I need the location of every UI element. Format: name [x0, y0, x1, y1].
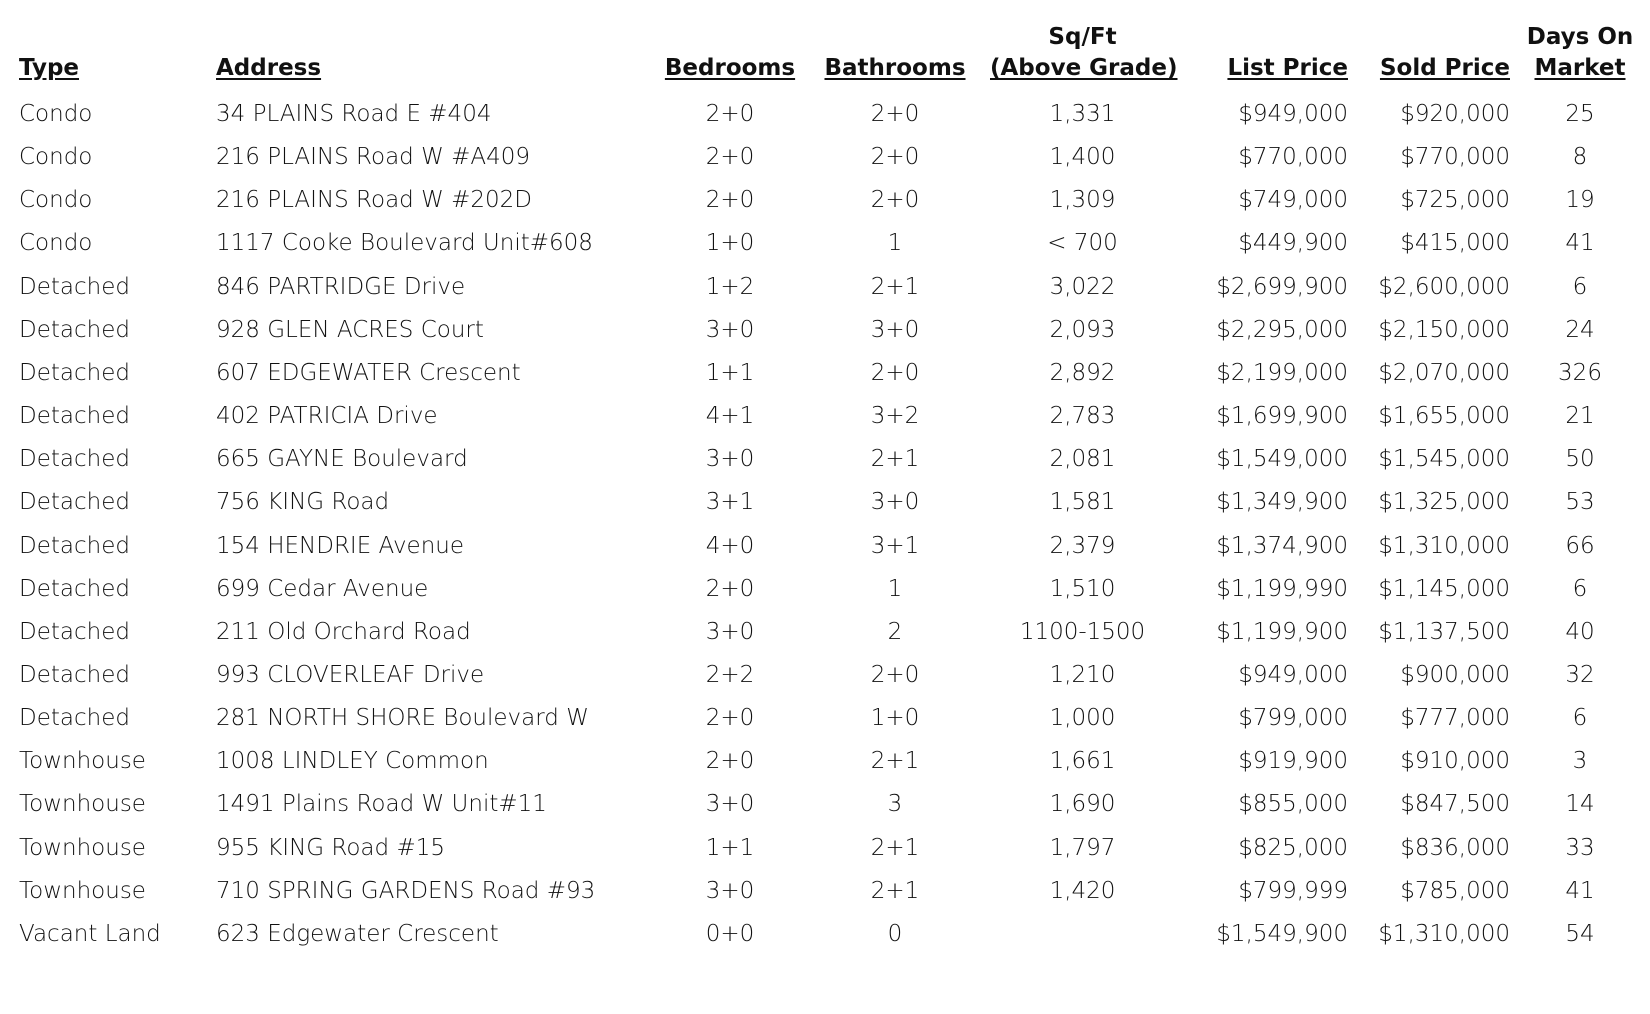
cell-bathrooms: 2 [887, 618, 903, 645]
cell-type: Detached [19, 532, 130, 559]
cell-days-on-market: 50 [1565, 446, 1595, 473]
cell-sqft: < 700 [1047, 230, 1118, 257]
cell-list-price: $1,549,000 [1216, 446, 1348, 473]
cell-days-on-market: 6 [1572, 575, 1588, 602]
header-address: Address [216, 55, 322, 81]
cell-sold-price: $836,000 [1400, 834, 1510, 861]
cell-sqft: 1,000 [1049, 705, 1116, 732]
cell-type: Detached [19, 359, 130, 386]
cell-bedrooms: 0+0 [705, 920, 755, 947]
cell-bathrooms: 3+0 [870, 489, 920, 516]
cell-sqft: 2,093 [1049, 316, 1116, 343]
cell-list-price: $770,000 [1238, 144, 1348, 171]
cell-sqft: 2,783 [1049, 403, 1116, 430]
cell-list-price: $2,199,000 [1216, 359, 1348, 386]
table-row [0, 178, 1650, 224]
cell-days-on-market: 66 [1565, 532, 1595, 559]
cell-sqft: 3,022 [1049, 273, 1116, 300]
header-sqft-line1: Sq/Ft [1048, 24, 1117, 50]
cell-bathrooms: 2+0 [870, 101, 920, 127]
cell-list-price: $949,000 [1238, 661, 1348, 688]
table-row [0, 739, 1650, 785]
cell-bedrooms: 2+0 [705, 187, 755, 214]
cell-type: Townhouse [19, 877, 146, 904]
cell-sqft: 1,581 [1049, 489, 1116, 516]
cell-sold-price: $1,310,000 [1378, 920, 1510, 947]
cell-sold-price: $2,150,000 [1378, 316, 1510, 343]
cell-sold-price: $1,310,000 [1378, 532, 1510, 559]
cell-bathrooms: 2+1 [870, 446, 920, 473]
table-row [0, 696, 1650, 742]
cell-address: 665 GAYNE Boulevard [216, 446, 468, 473]
cell-type: Detached [19, 446, 130, 473]
cell-sqft: 1,400 [1049, 144, 1116, 171]
cell-list-price: $1,374,900 [1216, 532, 1348, 559]
cell-sqft: 2,892 [1049, 359, 1116, 386]
table-row [0, 394, 1650, 440]
cell-list-price: $799,000 [1238, 705, 1348, 732]
cell-type: Detached [19, 661, 130, 688]
header-days-line1: Days On [1526, 24, 1634, 50]
cell-address: 607 EDGEWATER Crescent [216, 359, 521, 386]
table-row [0, 524, 1650, 570]
cell-sold-price: $1,655,000 [1378, 403, 1510, 430]
cell-bedrooms: 3+0 [705, 877, 755, 904]
cell-bathrooms: 2+0 [870, 187, 920, 214]
cell-days-on-market: 41 [1565, 877, 1595, 904]
cell-sqft: 1,331 [1049, 101, 1116, 127]
cell-sold-price: $1,545,000 [1378, 446, 1510, 473]
cell-bathrooms: 2+1 [870, 273, 920, 300]
cell-list-price: $855,000 [1238, 791, 1348, 818]
cell-type: Condo [19, 144, 93, 171]
cell-address: 699 Cedar Avenue [216, 575, 429, 602]
cell-list-price: $825,000 [1238, 834, 1348, 861]
cell-bedrooms: 3+1 [705, 489, 755, 516]
cell-type: Detached [19, 489, 130, 516]
cell-address: 710 SPRING GARDENS Road #93 [216, 877, 596, 904]
cell-days-on-market: 8 [1572, 144, 1588, 171]
cell-sqft: 1100-1500 [1019, 618, 1146, 645]
cell-days-on-market: 54 [1565, 920, 1595, 947]
cell-sold-price: $1,137,500 [1378, 618, 1510, 645]
table-row [0, 826, 1650, 872]
cell-address: 34 PLAINS Road E #404 [216, 101, 492, 127]
cell-bathrooms: 3 [887, 791, 903, 818]
cell-bathrooms: 3+0 [870, 316, 920, 343]
cell-days-on-market: 3 [1572, 748, 1588, 775]
table-row [0, 135, 1650, 181]
cell-bathrooms: 3+2 [870, 403, 920, 430]
cell-type: Condo [19, 187, 93, 214]
cell-bedrooms: 2+0 [705, 101, 755, 127]
cell-bedrooms: 3+0 [705, 446, 755, 473]
cell-address: 402 PATRICIA Drive [216, 403, 438, 430]
cell-address: 928 GLEN ACRES Court [216, 316, 484, 343]
table-row [0, 912, 1650, 958]
cell-sqft: 1,797 [1049, 834, 1116, 861]
cell-address: 1008 LINDLEY Common [216, 748, 489, 775]
cell-days-on-market: 40 [1565, 618, 1595, 645]
header-bedrooms: Bedrooms [664, 55, 796, 81]
cell-bedrooms: 1+1 [705, 359, 755, 386]
cell-sqft: 2,379 [1049, 532, 1116, 559]
cell-bedrooms: 1+0 [705, 230, 755, 257]
cell-sold-price: $1,325,000 [1378, 489, 1510, 516]
cell-sold-price: $725,000 [1400, 187, 1510, 214]
cell-address: 281 NORTH SHORE Boulevard W [216, 705, 589, 732]
header-sold-price: Sold Price [1379, 55, 1510, 81]
cell-bathrooms: 2+0 [870, 144, 920, 171]
header-days-line2: Market [1534, 55, 1626, 81]
cell-address: 154 HENDRIE Avenue [216, 532, 465, 559]
cell-type: Townhouse [19, 748, 146, 775]
cell-bathrooms: 1 [887, 230, 903, 257]
cell-days-on-market: 53 [1565, 489, 1595, 516]
cell-address: 216 PLAINS Road W #A409 [216, 144, 531, 171]
cell-days-on-market: 19 [1565, 187, 1595, 214]
cell-address: 216 PLAINS Road W #202D [216, 187, 533, 214]
table-row [0, 308, 1650, 354]
cell-type: Detached [19, 575, 130, 602]
cell-days-on-market: 33 [1565, 834, 1595, 861]
header-sqft-line2: (Above Grade) [990, 55, 1178, 81]
cell-sold-price: $847,500 [1400, 791, 1510, 818]
cell-type: Condo [19, 101, 93, 127]
cell-type: Condo [19, 230, 93, 257]
cell-bathrooms: 1 [887, 575, 903, 602]
cell-type: Detached [19, 618, 130, 645]
cell-address: 1117 Cooke Boulevard Unit#608 [216, 230, 593, 257]
cell-bathrooms: 2+1 [870, 748, 920, 775]
cell-bedrooms: 1+1 [705, 834, 755, 861]
cell-sold-price: $910,000 [1400, 748, 1510, 775]
cell-address: 756 KING Road [216, 489, 390, 516]
cell-sqft: 1,661 [1049, 748, 1116, 775]
cell-sqft: 1,690 [1049, 791, 1116, 818]
cell-bathrooms: 2+0 [870, 661, 920, 688]
table-row [0, 782, 1650, 828]
table-row [0, 567, 1650, 613]
cell-bathrooms: 2+1 [870, 877, 920, 904]
table-row [0, 92, 1650, 138]
cell-sqft: 1,510 [1049, 575, 1116, 602]
table-header-row [0, 18, 1650, 84]
cell-bedrooms: 2+0 [705, 144, 755, 171]
cell-address: 211 Old Orchard Road [216, 618, 471, 645]
cell-list-price: $1,699,900 [1216, 403, 1348, 430]
cell-days-on-market: 41 [1565, 230, 1595, 257]
cell-bathrooms: 3+1 [870, 532, 920, 559]
cell-days-on-market: 6 [1572, 273, 1588, 300]
header-type: Type [19, 55, 80, 81]
cell-bathrooms: 2+0 [870, 359, 920, 386]
header-sqft [990, 22, 1178, 84]
cell-bedrooms: 2+0 [705, 748, 755, 775]
cell-address: 955 KING Road #15 [216, 834, 445, 861]
cell-bedrooms: 2+0 [705, 705, 755, 732]
cell-list-price: $949,000 [1238, 101, 1348, 127]
cell-bathrooms: 2+1 [870, 834, 920, 861]
cell-sqft: 2,081 [1049, 446, 1116, 473]
cell-list-price: $1,349,900 [1216, 489, 1348, 516]
cell-list-price: $799,999 [1238, 877, 1348, 904]
cell-sold-price: $900,000 [1400, 661, 1510, 688]
cell-bedrooms: 2+0 [705, 575, 755, 602]
cell-type: Detached [19, 316, 130, 343]
cell-days-on-market: 25 [1565, 101, 1595, 127]
cell-sqft: 1,420 [1049, 877, 1116, 904]
cell-address: 993 CLOVERLEAF Drive [216, 661, 485, 688]
cell-list-price: $1,549,900 [1216, 920, 1348, 947]
cell-days-on-market: 14 [1565, 791, 1595, 818]
table-row [0, 265, 1650, 311]
cell-list-price: $1,199,900 [1216, 618, 1348, 645]
cell-address: 623 Edgewater Crescent [216, 920, 499, 947]
cell-sold-price: $415,000 [1400, 230, 1510, 257]
cell-days-on-market: 21 [1565, 403, 1595, 430]
header-bathrooms: Bathrooms [824, 55, 966, 81]
cell-bedrooms: 2+2 [705, 661, 755, 688]
cell-address: 1491 Plains Road W Unit#11 [216, 791, 547, 818]
cell-list-price: $919,900 [1238, 748, 1348, 775]
cell-type: Vacant Land [19, 920, 161, 947]
cell-sold-price: $770,000 [1400, 144, 1510, 171]
cell-bathrooms: 1+0 [870, 705, 920, 732]
cell-list-price: $1,199,990 [1216, 575, 1348, 602]
cell-sold-price: $777,000 [1400, 705, 1510, 732]
table-row [0, 221, 1650, 267]
cell-days-on-market: 24 [1565, 316, 1595, 343]
cell-sold-price: $920,000 [1400, 101, 1510, 127]
cell-address: 846 PARTRIDGE Drive [216, 273, 466, 300]
cell-sold-price: $785,000 [1400, 877, 1510, 904]
cell-bedrooms: 3+0 [705, 618, 755, 645]
cell-days-on-market: 6 [1572, 705, 1588, 732]
cell-type: Townhouse [19, 834, 146, 861]
cell-list-price: $749,000 [1238, 187, 1348, 214]
cell-bedrooms: 3+0 [705, 316, 755, 343]
cell-type: Detached [19, 273, 130, 300]
cell-sqft: 1,210 [1049, 661, 1116, 688]
cell-sqft: 1,309 [1049, 187, 1116, 214]
table-row [0, 351, 1650, 397]
cell-days-on-market: 326 [1558, 359, 1602, 386]
cell-days-on-market: 32 [1565, 661, 1595, 688]
cell-sold-price: $1,145,000 [1378, 575, 1510, 602]
cell-bedrooms: 3+0 [705, 791, 755, 818]
table-row [0, 610, 1650, 656]
table-row [0, 437, 1650, 483]
cell-bedrooms: 1+2 [705, 273, 755, 300]
cell-list-price: $2,295,000 [1216, 316, 1348, 343]
cell-bedrooms: 4+1 [705, 403, 755, 430]
cell-type: Detached [19, 705, 130, 732]
cell-bedrooms: 4+0 [705, 532, 755, 559]
cell-bathrooms: 0 [887, 920, 903, 947]
cell-list-price: $2,699,900 [1216, 273, 1348, 300]
cell-type: Detached [19, 403, 130, 430]
header-days-on-market [1525, 22, 1635, 84]
table-row [0, 653, 1650, 699]
table-row [0, 869, 1650, 915]
cell-list-price: $449,900 [1238, 230, 1348, 257]
cell-type: Townhouse [19, 791, 146, 818]
cell-sold-price: $2,600,000 [1378, 273, 1510, 300]
table-row [0, 480, 1650, 526]
cell-sold-price: $2,070,000 [1378, 359, 1510, 386]
header-list-price: List Price [1227, 55, 1348, 81]
